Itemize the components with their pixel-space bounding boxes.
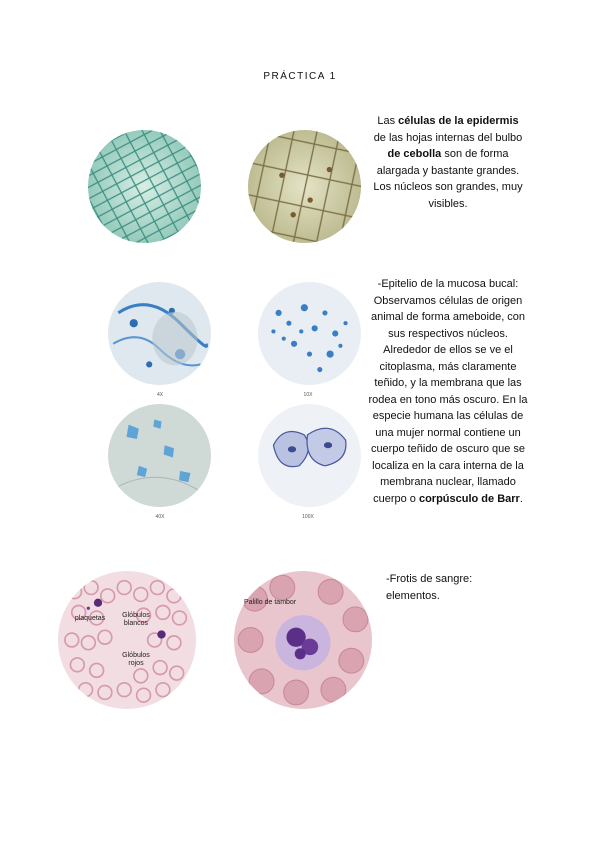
onion-micrograph-1 — [88, 130, 201, 243]
buccal-micrograph-100x — [258, 404, 361, 507]
label-palillo-de-tambor: Palillo de tambor — [244, 599, 297, 606]
onion-description: Las células de la epidermis de las hojas internas del bulbo de cebolla son de forma alargada y bastante grandes. Los núcleos son grandes, muy visibles. — [373, 115, 523, 210]
label-plaquetas: plaquetas — [74, 615, 106, 622]
blood-smear-micrograph-1 — [58, 571, 196, 709]
caption-100x: 100X — [302, 514, 314, 520]
label-globulos-rojos: Glóbulos rojos — [122, 652, 150, 667]
caption-10x: 10X — [303, 392, 313, 398]
blood-smear-micrograph-2 — [234, 571, 372, 709]
buccal-description: -Epitelio de la mucosa bucal: Observamos células de origen animal de forma ameboide, con sus respectivos núcleos. Alrededor de ellos se ve el citoplasma, más claramente teñido, y la membrana que las rodea en tono más oscuro. En la especie humana las células de una mujer normal contiene un cuerpo teñido de oscuro que se localiza en la cara interna de la membrana nuclear, llamado cuerpo o corpúsculo de Barr. — [368, 278, 528, 505]
caption-40x: 40X — [155, 514, 165, 520]
buccal-micrograph-10x — [258, 282, 361, 385]
blood-smear-description: -Frotis de sangre: elementos. — [386, 573, 473, 602]
caption-4x: 4X — [156, 392, 164, 398]
page-title: PRÁCTICA 1 — [263, 71, 337, 82]
buccal-micrograph-40x — [108, 404, 211, 507]
label-globulos-blancos: Glóbulos blancos — [122, 612, 150, 627]
onion-micrograph-2 — [248, 130, 361, 243]
buccal-micrograph-4x — [108, 282, 211, 385]
